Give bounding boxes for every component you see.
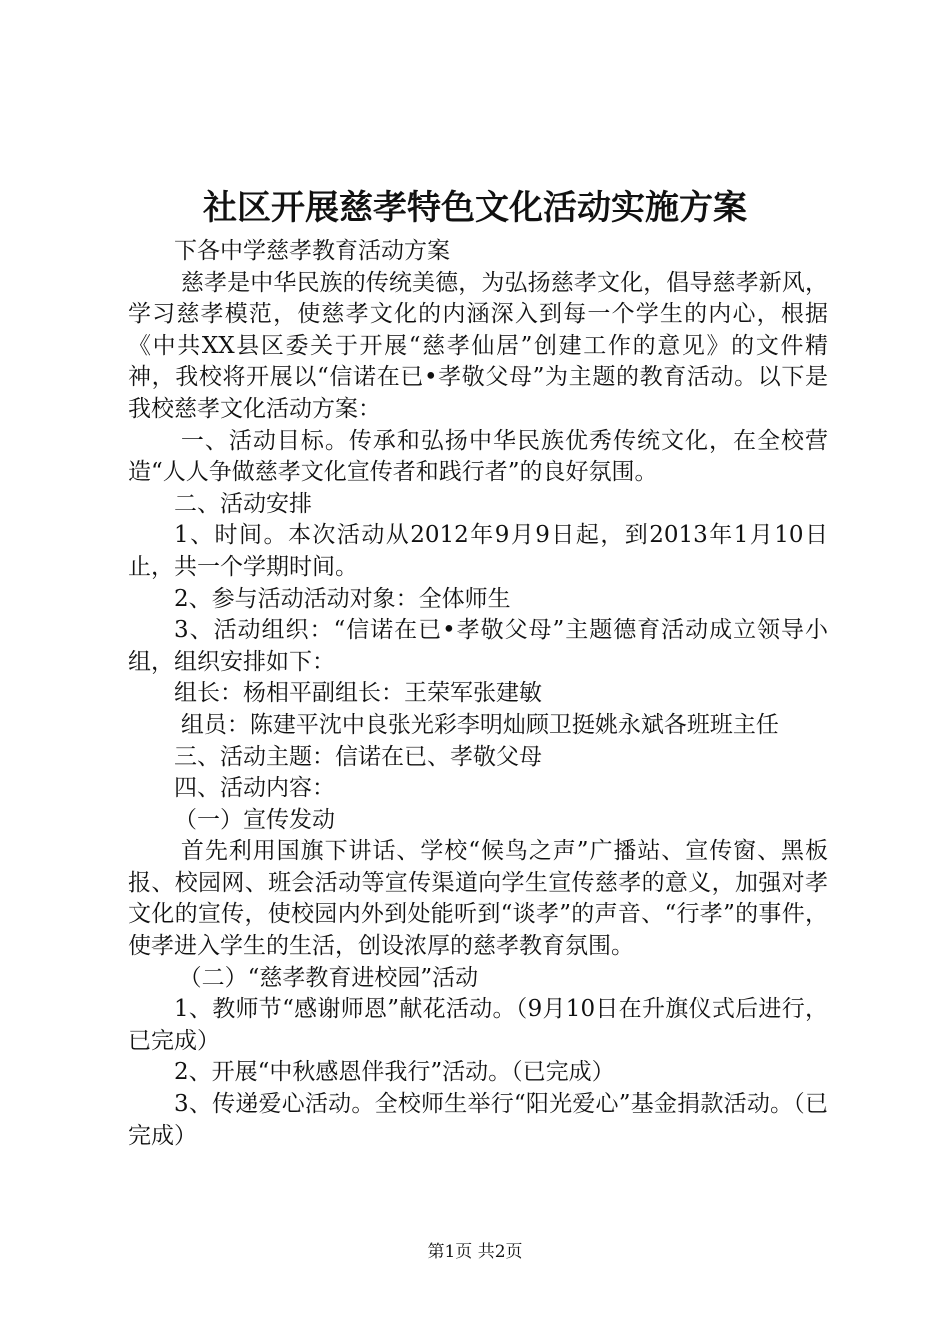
document-title: 社区开展慈孝特色文化活动实施方案 [203, 188, 747, 228]
paragraph-preface: 慈孝是中华民族的传统美德，为弘扬慈孝文化，倡导慈孝新风，学习慈孝模范，使慈孝文化的内涵深入到每一个学生的内心，根据《中共XX县区委关于开展“慈孝仙居”创建工作的意见》的文件精神，我校将开展以“信诺在已•孝敬父母”为主题的教育活动。以下是我校慈孝文化活动方案： [128, 269, 828, 422]
heading-arrangement: 二、活动安排 [174, 490, 312, 517]
paragraph-participants: 2、参与活动活动对象：全体师生 [174, 585, 511, 612]
paragraph-charity: 3、传递爱心活动。全校师生举行“阳光爱心”基金捐款活动。（已完成） [128, 1091, 828, 1149]
heading-campus-activity: （二）“慈孝教育进校园”活动 [178, 964, 479, 991]
paragraph-time: 1、时间。本次活动从2012年9月9日起，到2013年1月10日止，共一个学期时间。 [128, 522, 828, 580]
paragraph-intro-subtitle: 下各中学慈孝教育活动方案 [174, 238, 450, 264]
paragraph-mid-autumn: 2、开展“中秋感恩伴我行”活动。（已完成） [174, 1059, 615, 1086]
paragraph-goal: 一、活动目标。传承和弘扬中华民族优秀传统文化，在全校营造“人人争做慈孝文化宣传者和践行者”的良好氛围。 [128, 427, 828, 486]
paragraph-publicity: 首先利用国旗下讲话、学校“候鸟之声”广播站、宣传窗、黑板报、校园网、班会活动等宣传渠道向学生宣传慈孝的意义，加强对孝文化的宣传，使校园内外到处能听到“谈孝”的声音、“行孝”的事件，使孝进入学生的生活，创设浓厚的慈孝教育氛围。 [128, 838, 828, 960]
paragraph-members: 组员：陈建平沈中良张光彩李明灿顾卫挺姚永斌各班班主任 [180, 711, 779, 738]
heading-theme: 三、活动主题：信诺在已、孝敬父母 [174, 743, 542, 770]
paragraph-leaders: 组长：杨相平副组长：王荣军张建敏 [174, 680, 542, 707]
page-number-footer: 第1页 共2页 [427, 1242, 523, 1262]
heading-content: 四、活动内容： [174, 775, 335, 802]
heading-publicity: （一）宣传发动 [174, 806, 335, 833]
document-body [128, 236, 828, 1152]
paragraph-organization: 3、活动组织：“信诺在已•孝敬父母”主题德育活动成立领导小组，组织安排如下： [128, 617, 828, 675]
paragraph-teachers-day: 1、教师节“感谢师恩”献花活动。（9月10日在升旗仪式后进行，已完成） [128, 996, 828, 1054]
